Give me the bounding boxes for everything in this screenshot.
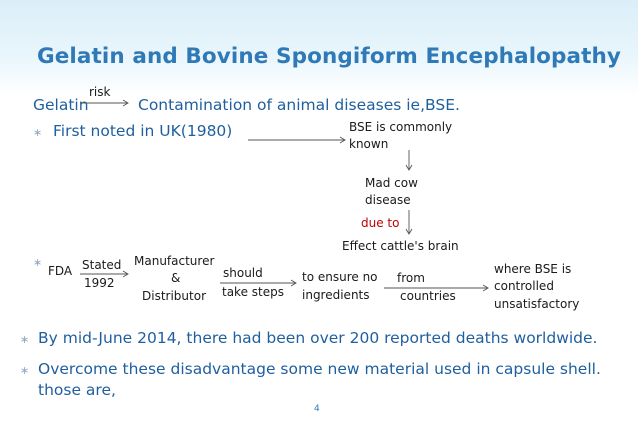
slide-title: Gelatin and Bovine Spongiform Encephalopathy [37,44,622,69]
disease-label: disease [365,193,411,207]
should-label: should [223,266,263,280]
deaths-bullet-text: By mid-June 2014, there had been over 200 reported deaths worldwide. [38,329,598,347]
from-arrow-head [483,285,488,291]
those-are-text: those are, [38,381,116,399]
stated-arrow-head [123,271,128,277]
bse-commonly-label: BSE is commonly [349,120,453,134]
first-noted-text: First noted in UK(1980) [53,122,233,140]
page-number: 4 [314,404,320,414]
from-label: from [397,271,425,285]
known-arrow-head [406,165,412,170]
year-label: 1992 [84,276,115,290]
bullet-symbol: ∗ [20,364,30,377]
bullet-symbol: ∗ [33,256,43,269]
mad-cow-label: Mad cow [365,176,418,190]
ampersand-label: & [171,271,181,285]
fda-label: FDA [48,264,73,278]
due-to-arrow-head [406,229,412,234]
ensure-label: to ensure no [302,270,378,284]
unsatisfactory-label: unsatisfactory [494,297,580,311]
controlled-label: controlled [494,279,554,293]
bullet-symbol: ∗ [20,333,30,346]
uk-arrow-head [340,137,345,143]
stated-label: Stated [82,258,122,272]
manufacturer-label: Manufacturer [134,254,215,268]
take-steps-label: take steps [222,285,284,299]
contamination-text: Contamination of animal diseases ie,BSE. [138,96,460,114]
bullet-symbol: ∗ [33,126,43,139]
effect-brain-label: Effect cattle's brain [342,239,459,253]
risk-label: risk [89,85,111,99]
where-bse-label: where BSE is [494,262,572,276]
overcome-bullet-text: Overcome these disadvantage some new material used in capsule shell. [38,360,601,378]
gelatin-label: Gelatin [33,96,89,114]
ingredients-label: ingredients [302,288,370,302]
due-to-label: due to [361,216,400,230]
known-label: known [349,137,389,151]
should-arrow-head [291,280,296,286]
risk-arrow-head [123,100,128,106]
countries-label: countries [400,289,456,303]
distributor-label: Distributor [142,289,207,303]
